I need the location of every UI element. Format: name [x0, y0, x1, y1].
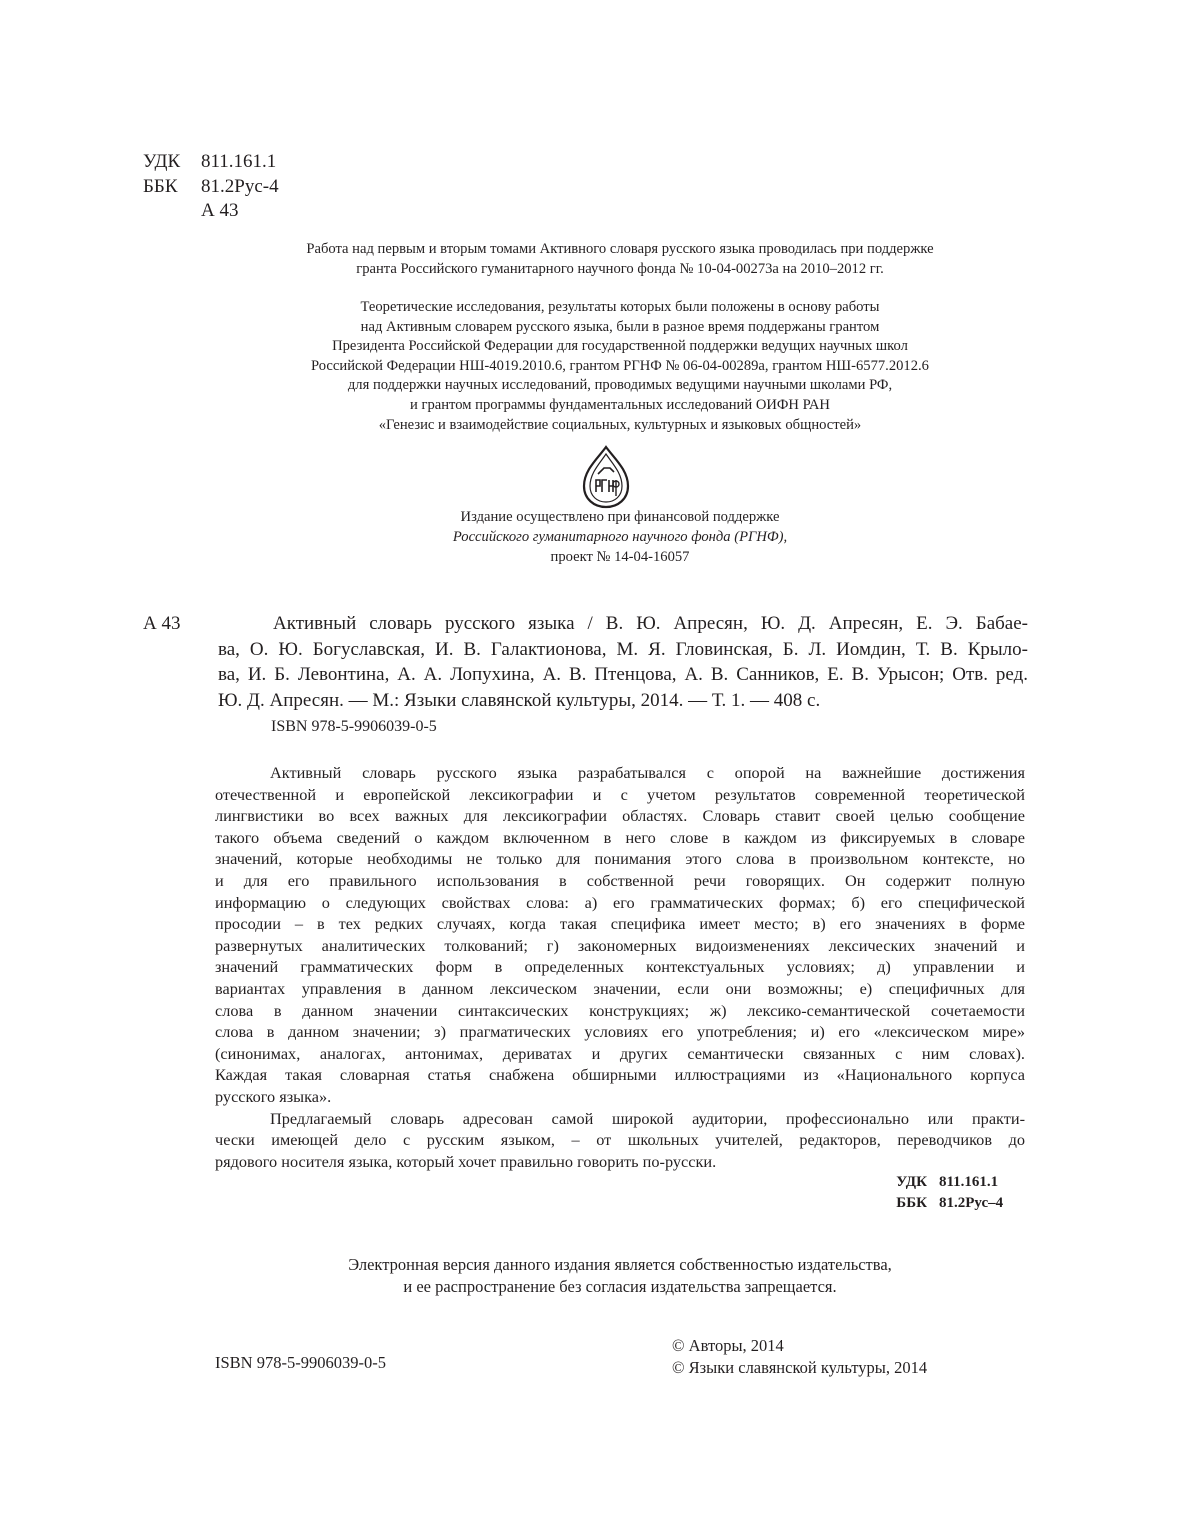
electronic-note-line: и ее распространение без согласия издательства запрещается. [403, 1276, 837, 1296]
grant-note-line: гранта Российского гуманитарного научного фонда № 10-04-00273а на 2010–2012 гг. [356, 260, 884, 277]
annotation-line: вариантах управления в данном лексическом значении, если они возможны; е) специфичных для [215, 978, 1025, 998]
author-mark-row [143, 199, 279, 224]
rgnf-logo-icon [578, 444, 634, 510]
copyright-block [672, 1335, 927, 1379]
annotation-udk-label: УДК [896, 1174, 927, 1190]
annotation-line: русского языка». [215, 1086, 332, 1106]
annotation-line: Активный словарь русского языка разрабатывался с опорой на важнейшие достижения [270, 763, 1025, 782]
grant-note [215, 240, 1025, 279]
research-note-line: над Активным словарем русского языка, были в разное время поддержаны грантом [360, 318, 880, 335]
annotation-udk-value: 811.161.1 [939, 1174, 999, 1190]
bibliographic-record [218, 611, 1028, 714]
annotation-line: Каждая такая словарная статья снабжена обширными иллюстрациями из «Национального корпуса [215, 1065, 1025, 1085]
support-note [215, 507, 1025, 567]
bbk-value: 81.2Рус-4 [201, 175, 279, 197]
support-note-line: Издание осуществлено при финансовой поддержке [460, 509, 780, 525]
annotation-line: развернутых аналитических толкований; г) закономерных видоизменениях лексических значений и [215, 935, 1025, 955]
copyright-authors: © Авторы, 2014 [672, 1336, 784, 1355]
udk-value: 811.161.1 [201, 151, 277, 172]
annotation-line: отечественной и европейской лексикографии и с учетом результатов современной теоретической [215, 784, 1025, 804]
annotation-line: значений, которые необходимы не только для понимания этого слова в произвольном контексте, но [215, 849, 1025, 869]
annotation-codes [896, 1172, 1025, 1214]
annotation-line: такого объема сведений о каждом включенном в него слове в каждом из фиксируемых в словаре [215, 827, 1025, 847]
annotation-line: информацию о следующих свойствах слова: а) его грамматических формах; б) его специфической [215, 892, 1025, 912]
bibliographic-line: Активный словарь русского языка / В. Ю. Апресян, Ю. Д. Апресян, Е. Э. Бабае- [273, 613, 1028, 634]
electronic-note [215, 1254, 1025, 1297]
annotation-line: рядового носителя языка, который хочет правильно говорить по-русски. [215, 1151, 717, 1171]
research-note-line: «Генезис и взаимодействие социальных, культурных и языковых общностей» [378, 416, 862, 433]
research-note-line: и грантом программы фундаментальных исследований ОИФН РАН [410, 396, 830, 413]
author-mark: А 43 [201, 200, 239, 221]
annotation-line: Предлагаемый словарь адресован самой широкой аудитории, профессионально или практи- [270, 1108, 1025, 1128]
annotation-line: лингвистики во всех важных для лексикографии областях. Словарь ставит своей целью сообщение [215, 806, 1025, 826]
bibliographic-line: Ю. Д. Апресян. — М.: Языки славянской культуры, 2014. — Т. 1. — 408 с. [218, 690, 821, 712]
annotation-line: значений грамматических форм в определенных контекстуальных условиях; д) управлении и [215, 957, 1025, 977]
bbk-row [143, 175, 279, 200]
annotation-bbk-value: 81.2Рус–4 [939, 1195, 1004, 1211]
annotation-line: слова в данном значении; з) прагматических условиях его употребления; и) его «лексическом мире» [215, 1022, 1025, 1042]
research-note [215, 298, 1025, 435]
classification-codes [143, 150, 279, 224]
research-note-line: для поддержки научных исследований, проводимых ведущими научными школами РФ, [347, 377, 893, 394]
annotation-line: чески имеющей дело с русским языком, – от школьных учителей, редакторов, переводчиков до [215, 1130, 1025, 1150]
copyright-publisher: © Языки славянской культуры, 2014 [672, 1358, 928, 1377]
electronic-note-line: Электронная версия данного издания является собственностью издательства, [348, 1255, 892, 1274]
research-note-line: Российской Федерации НШ-4019.2010.6, грантом РГНФ № 06-04-00289а, грантом НШ-6577.2012.6 [311, 357, 929, 374]
bibliographic-line: ва, И. Б. Левонтина, А. А. Лопухина, А. В. Птенцова, А. В. Санников, Е. В. Урысон; Отв. ред. [218, 664, 1028, 686]
udk-label: УДК [143, 151, 181, 172]
footer-isbn: ISBN 978-5-9906039-0-5 [215, 1353, 386, 1372]
support-note-fund: Российского гуманитарного научного фонда (РГНФ), [452, 529, 788, 545]
annotation [215, 762, 1025, 1172]
grant-note-line: Работа над первым и вторым томами Активного словаря русского языка проводилась при поддержке [306, 241, 934, 257]
support-note-project: проект № 14-04-16057 [550, 549, 690, 565]
annotation-line: просодии – в тех редких случаях, когда такая специфика имеет место; в) его значениях в форме [215, 914, 1025, 934]
bibliographic-mark: А 43 [143, 613, 181, 634]
bibliographic-isbn: ISBN 978-5-9906039-0-5 [271, 718, 437, 735]
bbk-label: ББК [143, 175, 178, 197]
bibliographic-line: ва, О. Ю. Богуславская, И. В. Галактионова, М. Я. Гловинская, Б. Л. Иомдин, Т. В. Крыло- [218, 638, 1028, 660]
research-note-line: Теоретические исследования, результаты которых были положены в основу работы [360, 299, 880, 315]
annotation-line: (синонимах, аналогах, антонимах, дериватах и других семантически связанных с ним словах). [215, 1043, 1025, 1063]
annotation-udk-row [896, 1172, 1025, 1193]
annotation-line: слова в данном значении синтаксических конструкциях; ж) лексико-семантической сочетаемости [215, 1000, 1025, 1020]
research-note-line: Президента Российской Федерации для государственной поддержки ведущих научных школ [332, 338, 908, 355]
annotation-bbk-label: ББК [896, 1195, 927, 1211]
annotation-line: и для его правильного использования в собственной речи говорящих. Он содержит полную [215, 870, 1025, 890]
udk-row [143, 150, 279, 175]
annotation-bbk-row [896, 1193, 1025, 1214]
